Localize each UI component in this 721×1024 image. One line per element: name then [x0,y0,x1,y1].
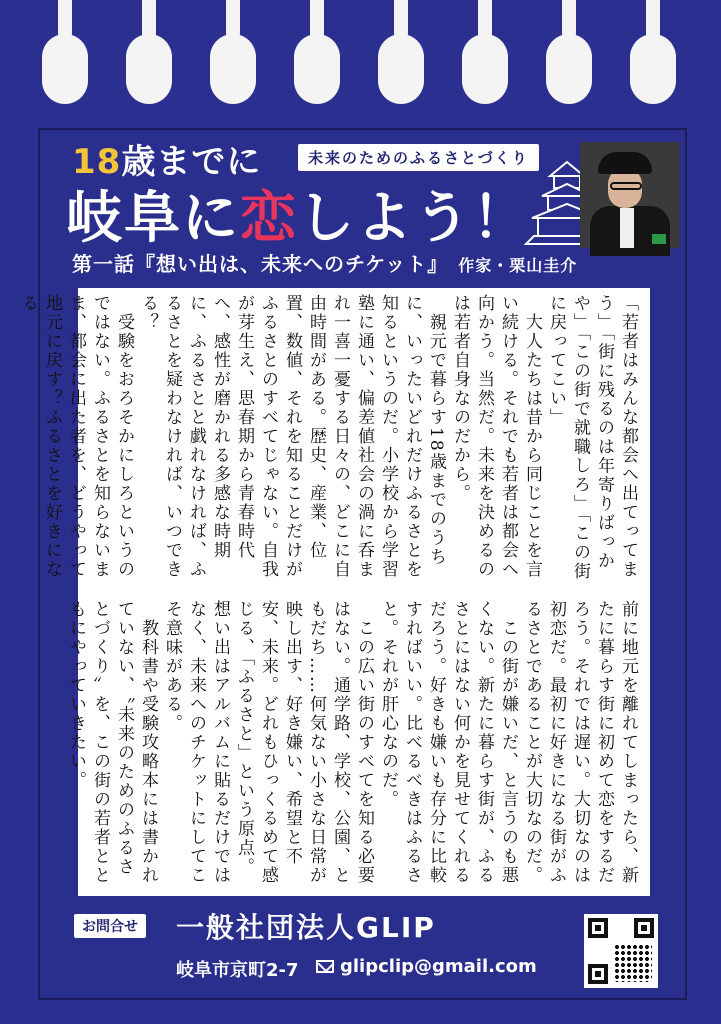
contact-label: お問合せ [74,914,146,938]
binder-hole [462,0,508,110]
binder-hole [126,0,172,110]
binder-hole [378,0,424,110]
address: 岐阜市京町2-7 [176,960,299,981]
subtitle-badge: 未来のためのふるさとづくり [298,144,539,171]
flyer-footer [40,900,685,998]
binder-hole [546,0,592,110]
flyer-sheet [18,128,687,1000]
email-address[interactable]: glipclip@gmail.com [340,956,537,977]
article-body [18,288,650,896]
article-column-bottom: 前に地元を離れてしまったら、新たに暮らす街に初めて恋をするだろう。それでは遅い。大切なのは初恋だ。最初に好きになる街がふるさとであることが大切なのだ。 この街が嫌いだ、と言うのも悪くない。新たに暮らす街が、ふるさとにはない何かを見せてくれるだろう。好きも嫌いも存分に比較すればいい。比べるべきはふるさと。それが肝心なのだ。 この広い街のすべてを知る必要はない。通学路、学校、公園、ともだち……何気ない小さな日常が映し出す、好き嫌い、希望と不安、未来。どれもひっくるめて感じる、「ふるさと」という原点。想い出はアルバムに貼るだけではなく、未来へのチケットにしてこそ意味がある。 教科書や受験攻略本には書かれていない、〝未来のためのふるさとづくり〟を、この街の若者とともにやっていきたい。 [66,600,638,885]
title-part2: しよう！ [298,186,530,251]
age-rest: 歳までに [121,142,262,182]
title-love: 恋 [240,186,298,251]
age-number: 18 [72,142,122,182]
binder-hole [630,0,676,110]
episode-text: 第一話『想い出は、未来へのチケット』 [72,252,449,276]
mail-icon [316,960,334,973]
binder-hole [210,0,256,110]
author-photo [580,142,680,248]
flyer-header [40,130,685,276]
title-part1: 岐阜に [66,186,240,251]
author-name: 作家・栗山圭介 [458,256,578,275]
qr-code[interactable] [584,914,658,988]
binder-hole [294,0,340,110]
main-title [66,174,530,254]
organization-name: 一般社団法人GLIP [176,911,436,944]
binder-hole [42,0,88,110]
article-column-top: 「若者はみんな都会へ出てってまう」「街に残るのは年寄りばっかや」「この街で就職しろ」「この街に戻ってこい」 大人たちは昔から同じことを言い続ける。それでも若者は都会へ向かう。当然だ。未来を決めるのは若者自身なのだから。 親元で暮らす18歳までのうちに、いったいどれだけふるさとを知るというのだ。小学校から学習塾に通い、偏差値社会の渦に呑まれ一喜一憂する日々の、どこに自由時間がある。歴史、産業、位置、数値、それを知ることだけがふるさとのすべてじゃない。自我が芽生え、思春期から青春時代へ、感性が磨かれる多感な時期に、ふるさとと戯れなければ、ふるさとを疑わなければ、いつできる？ 受験をおろそかにしろというのではない。ふるさとを知らないまま、都会に出た者を、どうやって地元に戻す？ふるさとを好きになる [18,294,638,581]
episode-title [72,248,577,277]
